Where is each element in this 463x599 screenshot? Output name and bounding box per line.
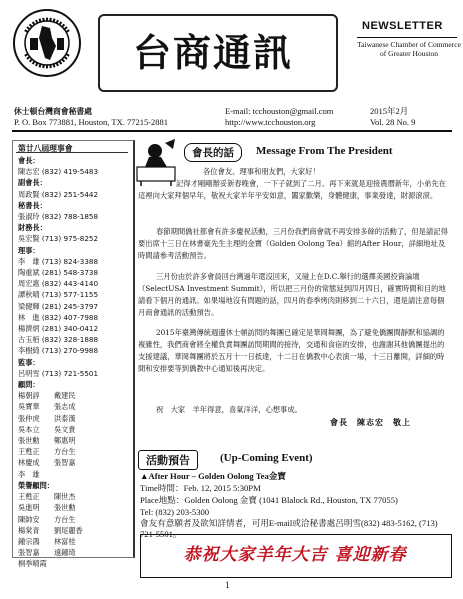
sidebar-divider: [16, 152, 128, 153]
mailing-address: P. O. Box 773881, Houston, TX. 77215-2881: [14, 117, 169, 127]
sidebar-member-entry: 桐季晴霞: [18, 559, 47, 569]
sidebar-title: 第廿八屆理事會: [18, 144, 73, 153]
sidebar-section-heading: 理事：: [18, 245, 40, 255]
header-rule: [12, 130, 452, 132]
president-message-title: Message From The President: [256, 145, 393, 157]
sidebar-member-entry: 張仲虎 洪泰漢: [18, 413, 76, 423]
event-name: ▲After Hour – Golden Oolong Tea金寶: [140, 471, 286, 481]
sidebar-member-entry: 吳寶華 張志成: [18, 402, 76, 412]
president-message-label: 會長的話: [184, 143, 242, 162]
sidebar-member-entry: 陳帥安 方台生: [18, 514, 76, 524]
sidebar-section-heading: 秘書長：: [18, 200, 47, 210]
sidebar-member-entry: 譚秋晴 (713) 577-1155: [18, 290, 99, 300]
event-contact: 會友有意願者及欲知詳情者，可用E-mail或洽秘書處呂明雪(832) 483-5162, (713) 721-5501。: [140, 518, 438, 539]
sidebar-member-entry: 呂明雪 (713) 721-5501: [18, 368, 99, 378]
sidebar-section-heading: 副會長：: [18, 178, 47, 188]
event-phone: Tel: (832) 203-5300: [140, 507, 210, 517]
sidebar-section-heading: 會長：: [18, 156, 40, 165]
sidebar-member-entry: 李樹綺 (713) 270-9988: [18, 346, 99, 356]
secretariat-name: 休士頓台灣商會秘書處: [14, 107, 92, 116]
sidebar-member-entry: 楊朝諄 戴建民: [18, 391, 76, 401]
sidebar-member-entry: 周宏惠 (832) 443-4140: [18, 279, 99, 289]
event-label: 活動預告: [138, 450, 198, 470]
sidebar-member-entry: 王甦正 陳世杰: [18, 492, 76, 502]
closing-wish: 祝 大家 羊年得意，喜氣洋洋，心想事成。: [156, 405, 302, 414]
sidebar-member-entry: 李 雄 (713) 824-3388: [18, 256, 99, 266]
president-signature: 會長 陳志宏 敬上: [330, 417, 411, 427]
board-member-list: [18, 155, 130, 570]
greeting-line: 各位會友、理事和朋友們，大家好！: [203, 167, 320, 176]
sidebar-member-entry: 吳本立 吳文貴: [18, 424, 76, 434]
sidebar-member-entry: 張智嘉 遠鍾琦: [18, 548, 76, 558]
event-time: Time時間：Feb. 12, 2015 5:30PM: [140, 483, 261, 493]
sidebar-member-entry: 王甦正 方台生: [18, 447, 76, 457]
sidebar-member-entry: 梁健輝 (281) 245-3797: [18, 301, 99, 311]
sidebar-member-entry: 楊棠青 劉尾麗香: [18, 525, 83, 535]
website-link[interactable]: http://www.tcchouston.org: [225, 117, 316, 127]
sidebar-section-heading: 監事：: [18, 357, 40, 367]
sidebar-member-entry: 林慶成 張智嘉: [18, 458, 76, 468]
sidebar-member-entry: 陶重斌 (281) 548-3738: [18, 268, 99, 278]
issue-date: 2015年2月: [370, 106, 409, 116]
newsletter-rule: [357, 37, 457, 38]
sidebar-member-entry: 林 進 (832) 407-7988: [18, 312, 99, 322]
sidebar-member-entry: 鍾宗鴻 林富桂: [18, 536, 76, 546]
paragraph-1: 記得才剛剛辦妥新春晚會，一下子就到了二月。再下來就是迎接農曆新年，小弟先在這裡向大家拜個早年，敬祝大家羊年平安如意，闔家歡樂，身體健康，事業發達，財源滾滾。: [138, 179, 446, 200]
event-place: Place地點：Golden Oolong 金寶 (1041 Blalock Rd., Houston, TX 77055): [140, 495, 398, 505]
sidebar-member-entry: 張世勳 鄭惠明: [18, 436, 76, 446]
new-year-greeting: 恭祝大家羊年大吉 喜迎新春: [183, 545, 407, 565]
sidebar-member-entry: 楊濟炳 (281) 340-0412: [18, 324, 99, 334]
paragraph-2: 春節期間僑社都會有許多慶祝活動，三月份我們商會就不再安排多餘的活動了，但是請記得要出席十三日在林書豪先生主理的金寶（Golden Oolong Tea）館的After Hour，詳細地址及時間請參考活動預告。: [138, 227, 448, 260]
contact-email[interactable]: E-mail: tcchouston@gmail.com: [225, 106, 334, 116]
newsletter-label: NEWSLETTER: [362, 20, 443, 32]
sidebar-section-heading: 財務長：: [18, 223, 47, 233]
issue-volume: Vol. 28 No. 9: [370, 117, 416, 127]
sidebar-member-entry: 古玉栢 (832) 328-1888: [18, 335, 99, 345]
sidebar-member-entry: 周政賢 (832) 251-5442: [18, 189, 99, 199]
page-number: 1: [225, 580, 230, 590]
sidebar-member-entry: 吳宏賢 (713) 975-8252: [18, 234, 99, 244]
chamber-seal-logo: [12, 8, 82, 78]
sidebar-member-entry: 李 雄: [18, 469, 40, 479]
sidebar-member-entry: 張淑玲 (832) 788-1858: [18, 212, 99, 222]
paragraph-3: 三月份由於許多會員回台灣過年還沒回來，又碰上在D.C.舉行的選擇美國投資論壇（SelectUSA Investment Summit），所以把三月份的常態延到四月四日，確實時間和目的地請看下個月的通訊。如果場地沒有問題的話，四月的春季烤肉則移到二十六日，還是請注意每個月商會通訊的活動預告。: [138, 272, 446, 317]
sidebar-member-entry: 陳志宏 (832) 419-5483: [18, 167, 99, 177]
event-title: (Up-Coming Event): [220, 452, 313, 464]
sidebar-member-entry: 吳進明 張世勳: [18, 503, 76, 513]
org-name-english: Taiwanese Chamber of Commerce of Greater Houston: [357, 40, 461, 58]
sidebar-section-heading: 榮譽顧問：: [18, 480, 54, 490]
paragraph-4: 2015年臺灣傳統週邊休士頓訪問的舞團已確定是華岡舞團，為了避免僑團間靜默和協調的複雜性，我們商會將全權負責舞團訪問期間的接待，交通和食宿的安排，也謝謝其他僑團提出的支援建議，華岡舞團將於五月十一日抵達，十二日在僑教中心表演一場，十三日離開，詳細的時間和安排要等到僑教中心通知後再決定。: [138, 328, 445, 373]
newsletter-title: 台商通訊: [132, 30, 293, 75]
sidebar-section-heading: 顧問：: [18, 380, 40, 390]
